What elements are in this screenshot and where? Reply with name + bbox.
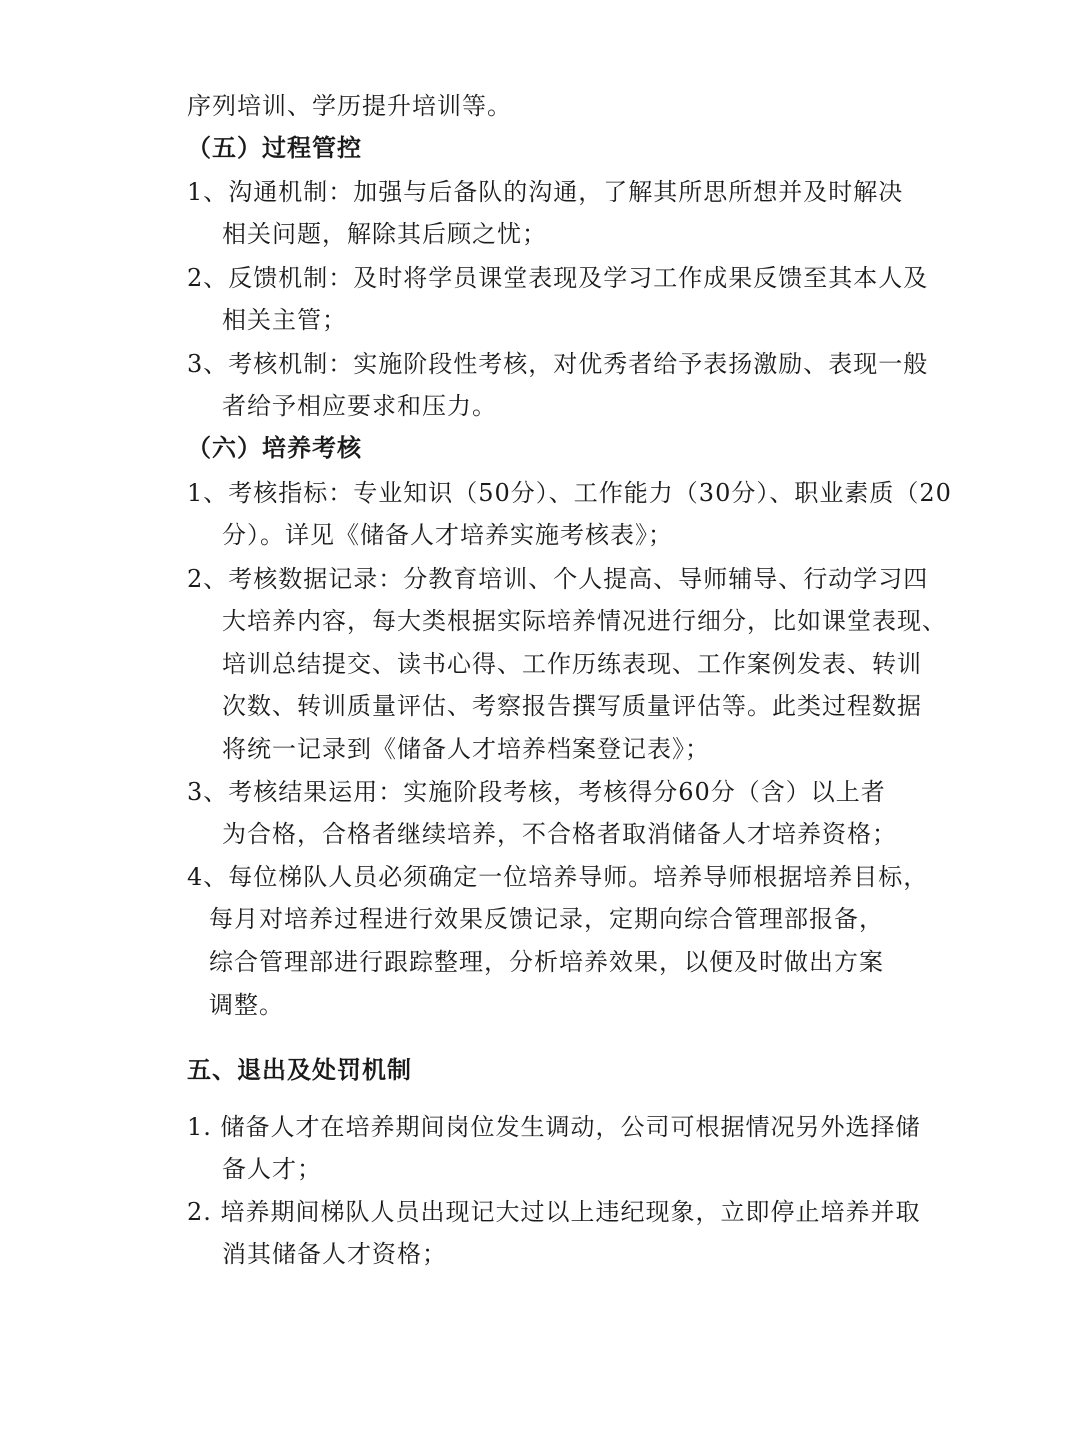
list-item-indicators-line2: 分）。详见《储备人才培养实施考核表》； (222, 521, 673, 549)
intro-continuation: 序列培训、学历提升培训等。 (187, 92, 512, 120)
list-item-violation-line2: 消其储备人才资格； (222, 1240, 447, 1268)
list-item-violation-line1: 2. 培养期间梯队人员出现记大过以上违纪现象，立即停止培养并取 (187, 1198, 921, 1226)
list-item-result-use-line2: 为合格，合格者继续培养，不合格者取消储备人才培养资格； (222, 820, 897, 848)
list-item-feedback-line1: 2、反馈机制：及时将学员课堂表现及学习工作成果反馈至其本人及 (187, 264, 929, 292)
list-item-data-record-line4: 次数、转训质量评估、考察报告撰写质量评估等。此类过程数据 (222, 692, 922, 720)
section-heading-training-assessment: （六）培养考核 (187, 433, 362, 462)
list-item-data-record-line1: 2、考核数据记录：分教育培训、个人提高、导师辅导、行动学习四 (187, 565, 929, 593)
section-heading-process-control: （五）过程管控 (187, 133, 362, 162)
list-item-mentor-line1: 4、每位梯队人员必须确定一位培养导师。培养导师根据培养目标， (187, 863, 929, 891)
list-item-data-record-line5: 将统一记录到《储备人才培养档案登记表》； (222, 735, 710, 763)
list-item-communication-line2: 相关问题，解除其后顾之忧； (222, 220, 547, 248)
list-item-feedback-line2: 相关主管； (222, 306, 347, 334)
list-item-assessment-line2: 者给予相应要求和压力。 (222, 392, 497, 420)
list-item-data-record-line2: 大培养内容，每大类根据实际培养情况进行细分，比如课堂表现、 (222, 607, 947, 635)
list-item-communication-line1: 1、沟通机制：加强与后备队的沟通，了解其所思所想并及时解决 (187, 178, 904, 206)
chapter-heading-exit-penalty: 五、退出及处罚机制 (187, 1055, 412, 1084)
list-item-indicators-line1: 1、考核指标：专业知识（50分）、工作能力（30分）、职业素质（20 (187, 479, 952, 507)
list-item-assessment-line1: 3、考核机制：实施阶段性考核，对优秀者给予表扬激励、表现一般 (187, 350, 929, 378)
list-item-transfer-line1: 1. 储备人才在培养期间岗位发生调动，公司可根据情况另外选择储 (187, 1113, 921, 1141)
list-item-mentor-line2: 每月对培养过程进行效果反馈记录，定期向综合管理部报备， (209, 905, 884, 933)
list-item-mentor-line4: 调整。 (209, 991, 284, 1019)
list-item-transfer-line2: 备人才； (222, 1155, 322, 1183)
list-item-result-use-line1: 3、考核结果运用：实施阶段考核，考核得分60分（含）以上者 (187, 778, 886, 806)
list-item-data-record-line3: 培训总结提交、读书心得、工作历练表现、工作案例发表、转训 (222, 650, 922, 678)
list-item-mentor-line3: 综合管理部进行跟踪整理，分析培养效果，以便及时做出方案 (209, 948, 884, 976)
